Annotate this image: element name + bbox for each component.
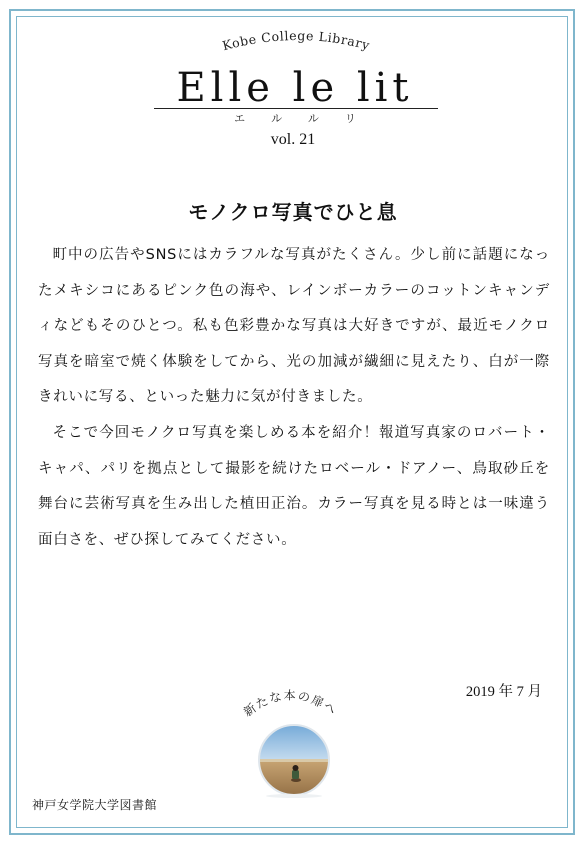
newsletter-title: Elle le lit <box>176 65 414 111</box>
issue-date: 2019 年 7 月 <box>465 684 542 700</box>
library-name-arc <box>0 0 586 70</box>
article-paragraph: そこで今回モノクロ写真を楽しめる本を紹介！報道写真家のロバート・キャパ、パリを拠点として撮影を続けたロベール・ドアノー、鳥取砂丘を舞台に芸術写真を生み出した植田正治。カラー写真を見る時とは一味違う面白さを、ぜひ探してみてください。 <box>38 424 550 548</box>
volume-number: vol. 21 <box>270 131 316 148</box>
library-name: Kobe College Library <box>220 27 372 54</box>
library-footer: 神戸女学院大学図書館 <box>32 798 158 812</box>
article-body <box>38 238 550 558</box>
svg-text:Kobe College Library <box>221 28 372 53</box>
article-heading: モノクロ写真でひと息 <box>188 200 398 224</box>
badge-caption: 新たな本の扉へ <box>240 688 341 720</box>
svg-text:新たな本の扉へ <box>241 687 340 719</box>
badge-emblem <box>232 686 352 802</box>
title-underline <box>154 108 438 109</box>
title-reading: エルルリ <box>234 112 382 125</box>
article-paragraph: 町中の広告やSNSにはカラフルな写真がたくさん。少し前に話題になったメキシコにあるピンク色の海や、レインボーカラーのコットンキャンディなどもそのひとつ。私も色彩豊かな写真は大好きですが、最近モノクロ写真を暗室で焼く体験をしてから、光の加減が繊細に見えたり、白が一際きれいに写る、といった魅力に気が付きました。 <box>38 247 550 406</box>
